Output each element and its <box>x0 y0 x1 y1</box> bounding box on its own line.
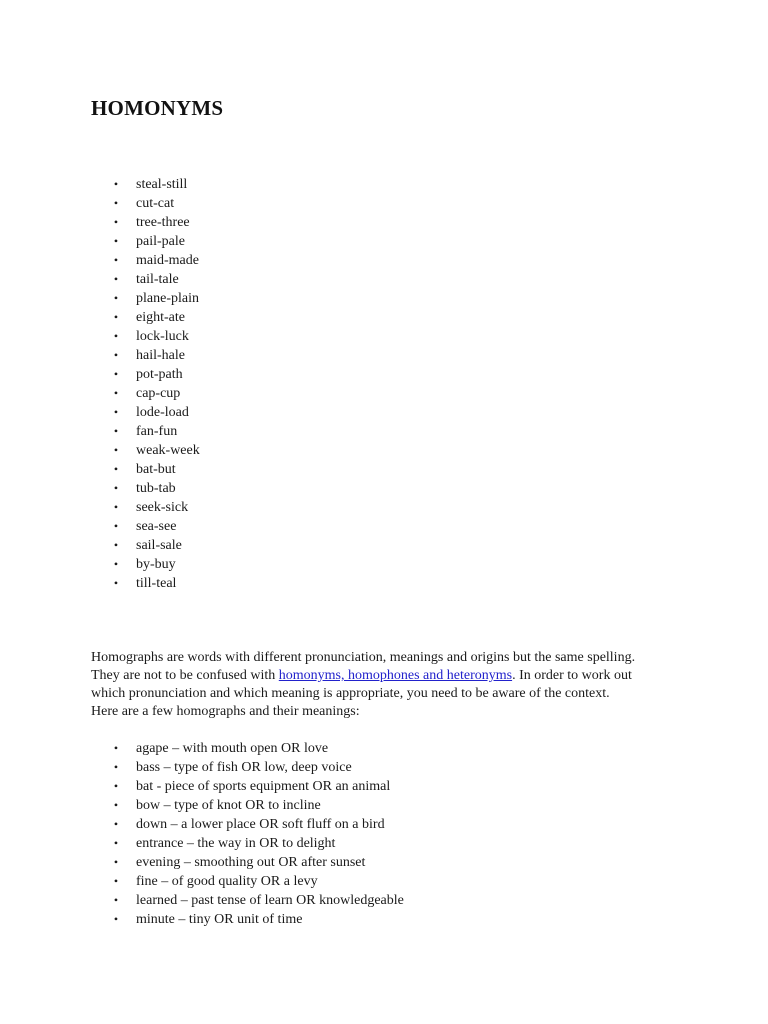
bullet-icon: • <box>113 196 119 210</box>
list-item-text: plane-plain <box>136 291 199 306</box>
paragraph-line-3: which pronunciation and which meaning is appropriate, you need to be aware of the context. <box>91 686 610 701</box>
list-item <box>112 739 404 758</box>
list-item-text: bat - piece of sports equipment OR an animal <box>136 779 391 794</box>
list-item <box>112 384 200 403</box>
list-item-text: sail-sale <box>136 538 182 553</box>
bullet-icon: • <box>113 367 119 381</box>
list-item-text: hail-hale <box>136 348 185 363</box>
list-item <box>112 460 200 479</box>
bullet-icon: • <box>113 836 119 850</box>
list-item-text: minute – tiny OR unit of time <box>136 912 303 927</box>
list-item <box>112 517 200 536</box>
bullet-icon: • <box>113 424 119 438</box>
list-item <box>112 872 404 891</box>
list-item-text: agape – with mouth open OR love <box>136 741 329 756</box>
bullet-icon: • <box>113 500 119 514</box>
list-item <box>112 308 200 327</box>
list-item-text: lode-load <box>136 405 189 420</box>
bullet-icon: • <box>113 817 119 831</box>
list-item <box>112 536 200 555</box>
bullet-icon: • <box>113 348 119 362</box>
list-item-text: by-buy <box>136 557 176 572</box>
list-item-text: learned – past tense of learn OR knowledgeable <box>136 893 404 908</box>
list-item-text: weak-week <box>136 443 200 458</box>
list-item-text: pail-pale <box>136 234 185 249</box>
bullet-icon: • <box>113 519 119 533</box>
list-item <box>112 232 200 251</box>
bullet-icon: • <box>113 779 119 793</box>
list-item-text: down – a lower place OR soft fluff on a bird <box>136 817 385 832</box>
list-item-text: sea-see <box>136 519 177 534</box>
list-item <box>112 574 200 593</box>
page-title: HOMONYMS <box>91 96 224 120</box>
bullet-icon: • <box>113 177 119 191</box>
list-item <box>112 365 200 384</box>
bullet-icon: • <box>113 253 119 267</box>
paragraph-line-2-after: . In order to work out <box>512 668 632 683</box>
list-item-text: tail-tale <box>136 272 179 287</box>
list-item-text: tree-three <box>136 215 190 230</box>
list-item-text: steal-still <box>136 177 188 192</box>
bullet-icon: • <box>113 329 119 343</box>
list-item-text: lock-luck <box>136 329 189 344</box>
homograph-list <box>112 739 404 929</box>
bullet-icon: • <box>113 462 119 476</box>
list-item-text: bat-but <box>136 462 176 477</box>
list-item-text: seek-sick <box>136 500 189 515</box>
bullet-icon: • <box>113 855 119 869</box>
list-item <box>112 441 200 460</box>
list-item <box>112 327 200 346</box>
list-item-text: fine – of good quality OR a levy <box>136 874 318 889</box>
list-item <box>112 834 404 853</box>
bullet-icon: • <box>113 443 119 457</box>
homonyms-link[interactable]: homonyms, homophones and heteronyms <box>278 668 513 683</box>
list-item <box>112 289 200 308</box>
list-item-text: bass – type of fish OR low, deep voice <box>136 760 352 775</box>
list-item <box>112 853 404 872</box>
list-item-text: maid-made <box>136 253 199 268</box>
list-item <box>112 910 404 929</box>
list-item-text: eight-ate <box>136 310 185 325</box>
list-item <box>112 479 200 498</box>
list-item <box>112 403 200 422</box>
bullet-icon: • <box>113 741 119 755</box>
list-item <box>112 213 200 232</box>
bullet-icon: • <box>113 538 119 552</box>
list-item <box>112 777 404 796</box>
list-item-text: tub-tab <box>136 481 176 496</box>
list-item <box>112 758 404 777</box>
homographs-paragraph <box>91 649 691 721</box>
list-item-text: till-teal <box>136 576 177 591</box>
bullet-icon: • <box>113 798 119 812</box>
homonym-list <box>112 175 200 593</box>
list-item <box>112 346 200 365</box>
list-item <box>112 498 200 517</box>
list-item <box>112 175 200 194</box>
list-item-text: bow – type of knot OR to incline <box>136 798 321 813</box>
list-item-text: evening – smoothing out OR after sunset <box>136 855 366 870</box>
bullet-icon: • <box>113 291 119 305</box>
bullet-icon: • <box>113 576 119 590</box>
list-item-text: cut-cat <box>136 196 175 211</box>
list-item-text: entrance – the way in OR to delight <box>136 836 336 851</box>
list-item <box>112 815 404 834</box>
bullet-icon: • <box>113 481 119 495</box>
bullet-icon: • <box>113 405 119 419</box>
paragraph-line-4: Here are a few homographs and their meanings: <box>91 704 360 719</box>
bullet-icon: • <box>113 912 119 926</box>
list-item <box>112 194 200 213</box>
list-item <box>112 422 200 441</box>
list-item <box>112 555 200 574</box>
paragraph-line-1: Homographs are words with different pronunciation, meanings and origins but the same spelling. <box>91 650 636 665</box>
bullet-icon: • <box>113 215 119 229</box>
bullet-icon: • <box>113 874 119 888</box>
list-item <box>112 251 200 270</box>
bullet-icon: • <box>113 557 119 571</box>
list-item <box>112 270 200 289</box>
bullet-icon: • <box>113 310 119 324</box>
bullet-icon: • <box>113 760 119 774</box>
list-item <box>112 796 404 815</box>
list-item-text: pot-path <box>136 367 183 382</box>
paragraph-line-2-before: They are not to be confused with <box>91 668 279 683</box>
bullet-icon: • <box>113 234 119 248</box>
bullet-icon: • <box>113 272 119 286</box>
bullet-icon: • <box>113 386 119 400</box>
list-item-text: fan-fun <box>136 424 178 439</box>
bullet-icon: • <box>113 893 119 907</box>
list-item-text: cap-cup <box>136 386 181 401</box>
list-item <box>112 891 404 910</box>
